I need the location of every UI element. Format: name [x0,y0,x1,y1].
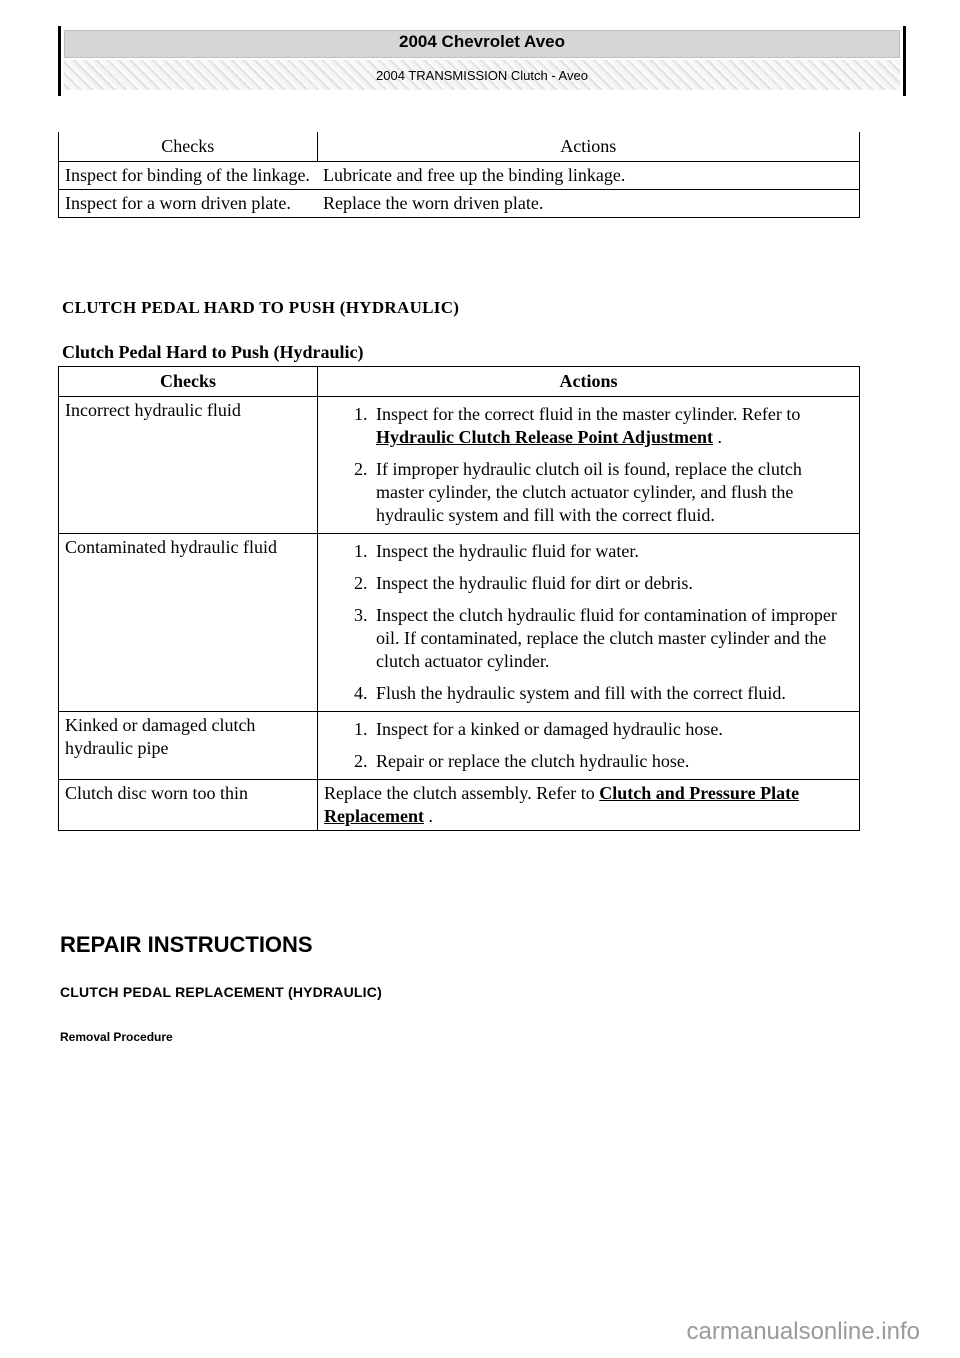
action-cell: Replace the worn driven plate. [317,190,860,218]
list-item: 2. Repair or replace the clutch hydraulic hose. [372,750,853,773]
list-item: 4. Flush the hydraulic system and fill with the correct fluid. [372,682,853,705]
list-item [372,403,853,449]
col-actions-header: Actions [317,132,860,162]
col-checks-header: Checks [59,367,318,397]
document-header [58,26,906,96]
step-end: . [713,427,722,447]
list-item: 2. Inspect the hydraulic fluid for dirt or debris. [372,572,853,595]
col-actions-header: Actions [318,367,860,397]
list-item: 3. Inspect the clutch hydraulic fluid for contamination of improper oil. If contaminated, replace the clutch master cylinder and the clutch actuator cylinder. [372,604,853,673]
action-cell [318,397,860,534]
action-steps [324,718,853,773]
table-caption: Clutch Pedal Hard to Push (Hydraulic) [62,342,364,362]
diagnosis-table [58,366,860,831]
table-row [59,397,860,534]
table-row [59,712,860,780]
check-cell: Incorrect hydraulic fluid [59,397,318,534]
action-cell [318,780,860,831]
check-cell: Kinked or damaged clutch hydraulic pipe [59,712,318,780]
table-row [59,780,860,831]
action-cell [318,534,860,712]
action-text: Replace the clutch assembly. Refer to [324,783,600,803]
header-title: 2004 Chevrolet Aveo [399,32,565,51]
hydraulic-clutch-release-point-link[interactable]: Hydraulic Clutch Release Point Adjustment [376,427,713,447]
action-cell [318,712,860,780]
watermark: carmanualsonline.info [686,1318,920,1345]
repair-instructions-heading: REPAIR INSTRUCTIONS [60,932,313,957]
action-steps [324,540,853,705]
clutch-pressure-plate-replacement-link[interactable]: Clutch and Pressure Plate Replacement [324,783,800,826]
table-header-row [59,132,860,162]
repair-subheading: CLUTCH PEDAL REPLACEMENT (HYDRAULIC) [60,984,382,1000]
list-item: 1. Inspect for a kinked or damaged hydraulic hose. [372,718,853,741]
table-row [59,534,860,712]
section-title: CLUTCH PEDAL HARD TO PUSH (HYDRAULIC) [62,298,460,317]
check-cell: Inspect for binding of the linkage. [59,162,318,190]
continued-diagnosis-table [58,132,860,218]
action-steps [324,403,853,527]
list-item: 1. Inspect the hydraulic fluid for water. [372,540,853,563]
check-cell: Inspect for a worn driven plate. [59,190,318,218]
action-end: . [423,806,433,826]
list-item: 2. If improper hydraulic clutch oil is found, replace the clutch master cylinder, the clutch actuator cylinder, and flush the hydraulic system and fill with the correct fluid. [372,458,853,527]
header-subtitle: 2004 TRANSMISSION Clutch - Aveo [376,68,588,83]
table-row [59,190,860,218]
col-checks-header: Checks [59,132,318,162]
procedure-label: Removal Procedure [60,1030,173,1044]
action-cell: Lubricate and free up the binding linkage. [317,162,860,190]
check-cell: Clutch disc worn too thin [59,780,318,831]
table-header-row [59,367,860,397]
check-cell: Contaminated hydraulic fluid [59,534,318,712]
step-text: Inspect for the correct fluid in the master cylinder. Refer to [376,404,801,424]
table-row [59,162,860,190]
